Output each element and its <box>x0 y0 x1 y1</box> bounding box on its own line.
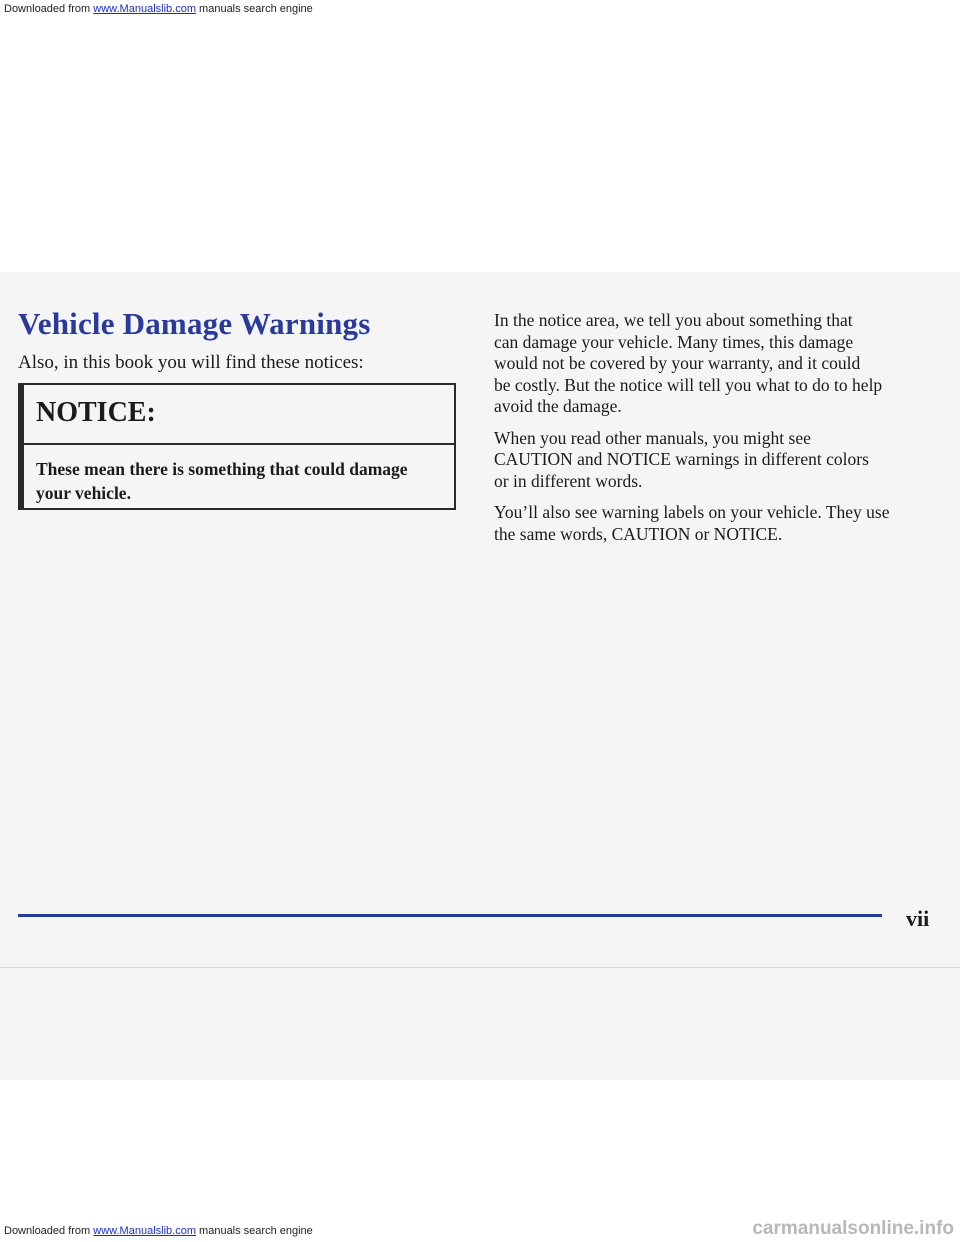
download-prefix: Downloaded from <box>4 3 91 15</box>
section-title: Vehicle Damage Warnings <box>18 306 371 341</box>
right-column <box>494 310 944 555</box>
footer-rule <box>18 914 882 917</box>
download-banner-bottom <box>4 1225 313 1237</box>
section-intro: Also, in this book you will find these notices: <box>18 352 364 373</box>
watermark-text: carmanualsonline.info <box>752 1218 954 1239</box>
notice-heading: NOTICE: <box>36 397 156 428</box>
notice-body: These mean there is something that could damage your vehicle. <box>36 459 408 503</box>
scan-edge-line <box>0 967 960 968</box>
notice-divider <box>20 443 454 445</box>
download-prefix: Downloaded from <box>4 1225 91 1237</box>
page-number: vii <box>906 906 930 931</box>
manualslib-link[interactable]: www.Manualslib.com <box>93 3 196 15</box>
paragraph-other-manuals: When you read other manuals, you might see CAUTION and NOTICE warnings in different colors or in different words. <box>494 427 869 491</box>
notice-left-bar <box>20 385 24 508</box>
download-suffix: manuals search engine <box>199 1225 313 1237</box>
download-banner-top <box>4 3 313 15</box>
paragraph-warning-labels: You’ll also see warning labels on your vehicle. They use the same words, CAUTION or NOTICE. <box>494 502 890 544</box>
paragraph-notice-area: In the notice area, we tell you about something that can damage your vehicle. Many times, this damage would not be covered by your warranty, and it could be costly. But the notice will tell you what to do to help avoid the damage. <box>494 310 883 416</box>
notice-box <box>18 383 456 510</box>
manualslib-link[interactable]: www.Manualslib.com <box>93 1225 196 1237</box>
download-suffix: manuals search engine <box>199 3 313 15</box>
